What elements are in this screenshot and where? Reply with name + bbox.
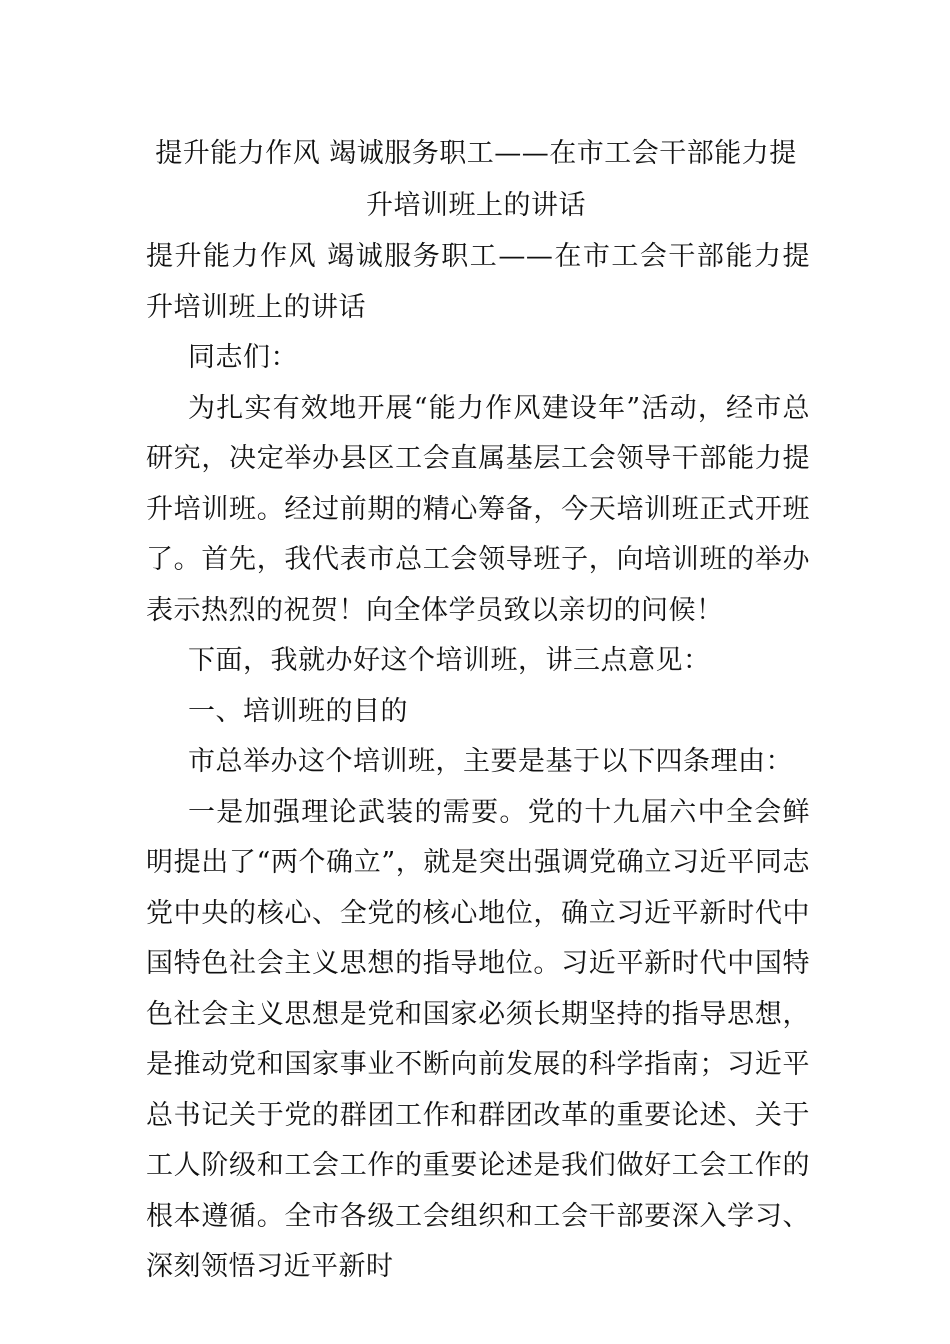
reason-one-paragraph: 一是加强理论武装的需要。党的十九届六中全会鲜明提出了“两个确立”，就是突出强调党确立习近平同志党中央的核心、全党的核心地位，确立习近平新时代中国特色社会主义思想的指导地位。习近平新时代中国特色社会主义思想是党和国家必须长期坚持的指导思想，是推动党和国家事业不断向前发展的科学指南；习近平总书记关于党的群团工作和群团改革的重要论述、关于工人阶级和工会工作的重要论述是我们做好工会工作的根本遵循。全市各级工会组织和工会干部要深入学习、深刻领悟习近平新时 [146,796,810,1282]
reasons-intro-paragraph: 市总举办这个培训班，主要是基于以下四条理由： [188,746,793,777]
intro-points-paragraph: 下面，我就办好这个培训班，讲三点意见： [188,645,711,676]
repeated-title-paragraph: 提升能力作风 竭诚服务职工——在市工会干部能力提升培训班上的讲话 [146,241,810,323]
salutation-paragraph: 同志们： [188,342,298,373]
section-heading-purpose: 一、培训班的目的 [188,695,408,727]
document-body [146,232,810,1293]
document-title: 提升能力作风 竭诚服务职工——在市工会干部能力提升培训班上的讲话 [155,138,797,221]
opening-paragraph: 为扎实有效地开展“能力作风建设年”活动，经市总研究，决定举办县区工会直属基层工会领导干部能力提升培训班。经过前期的精心筹备，今天培训班正式开班了。首先，我代表市总工会领导班子，向培训班的举办表示热烈的祝贺！向全体学员致以亲切的问候！ [146,392,810,626]
